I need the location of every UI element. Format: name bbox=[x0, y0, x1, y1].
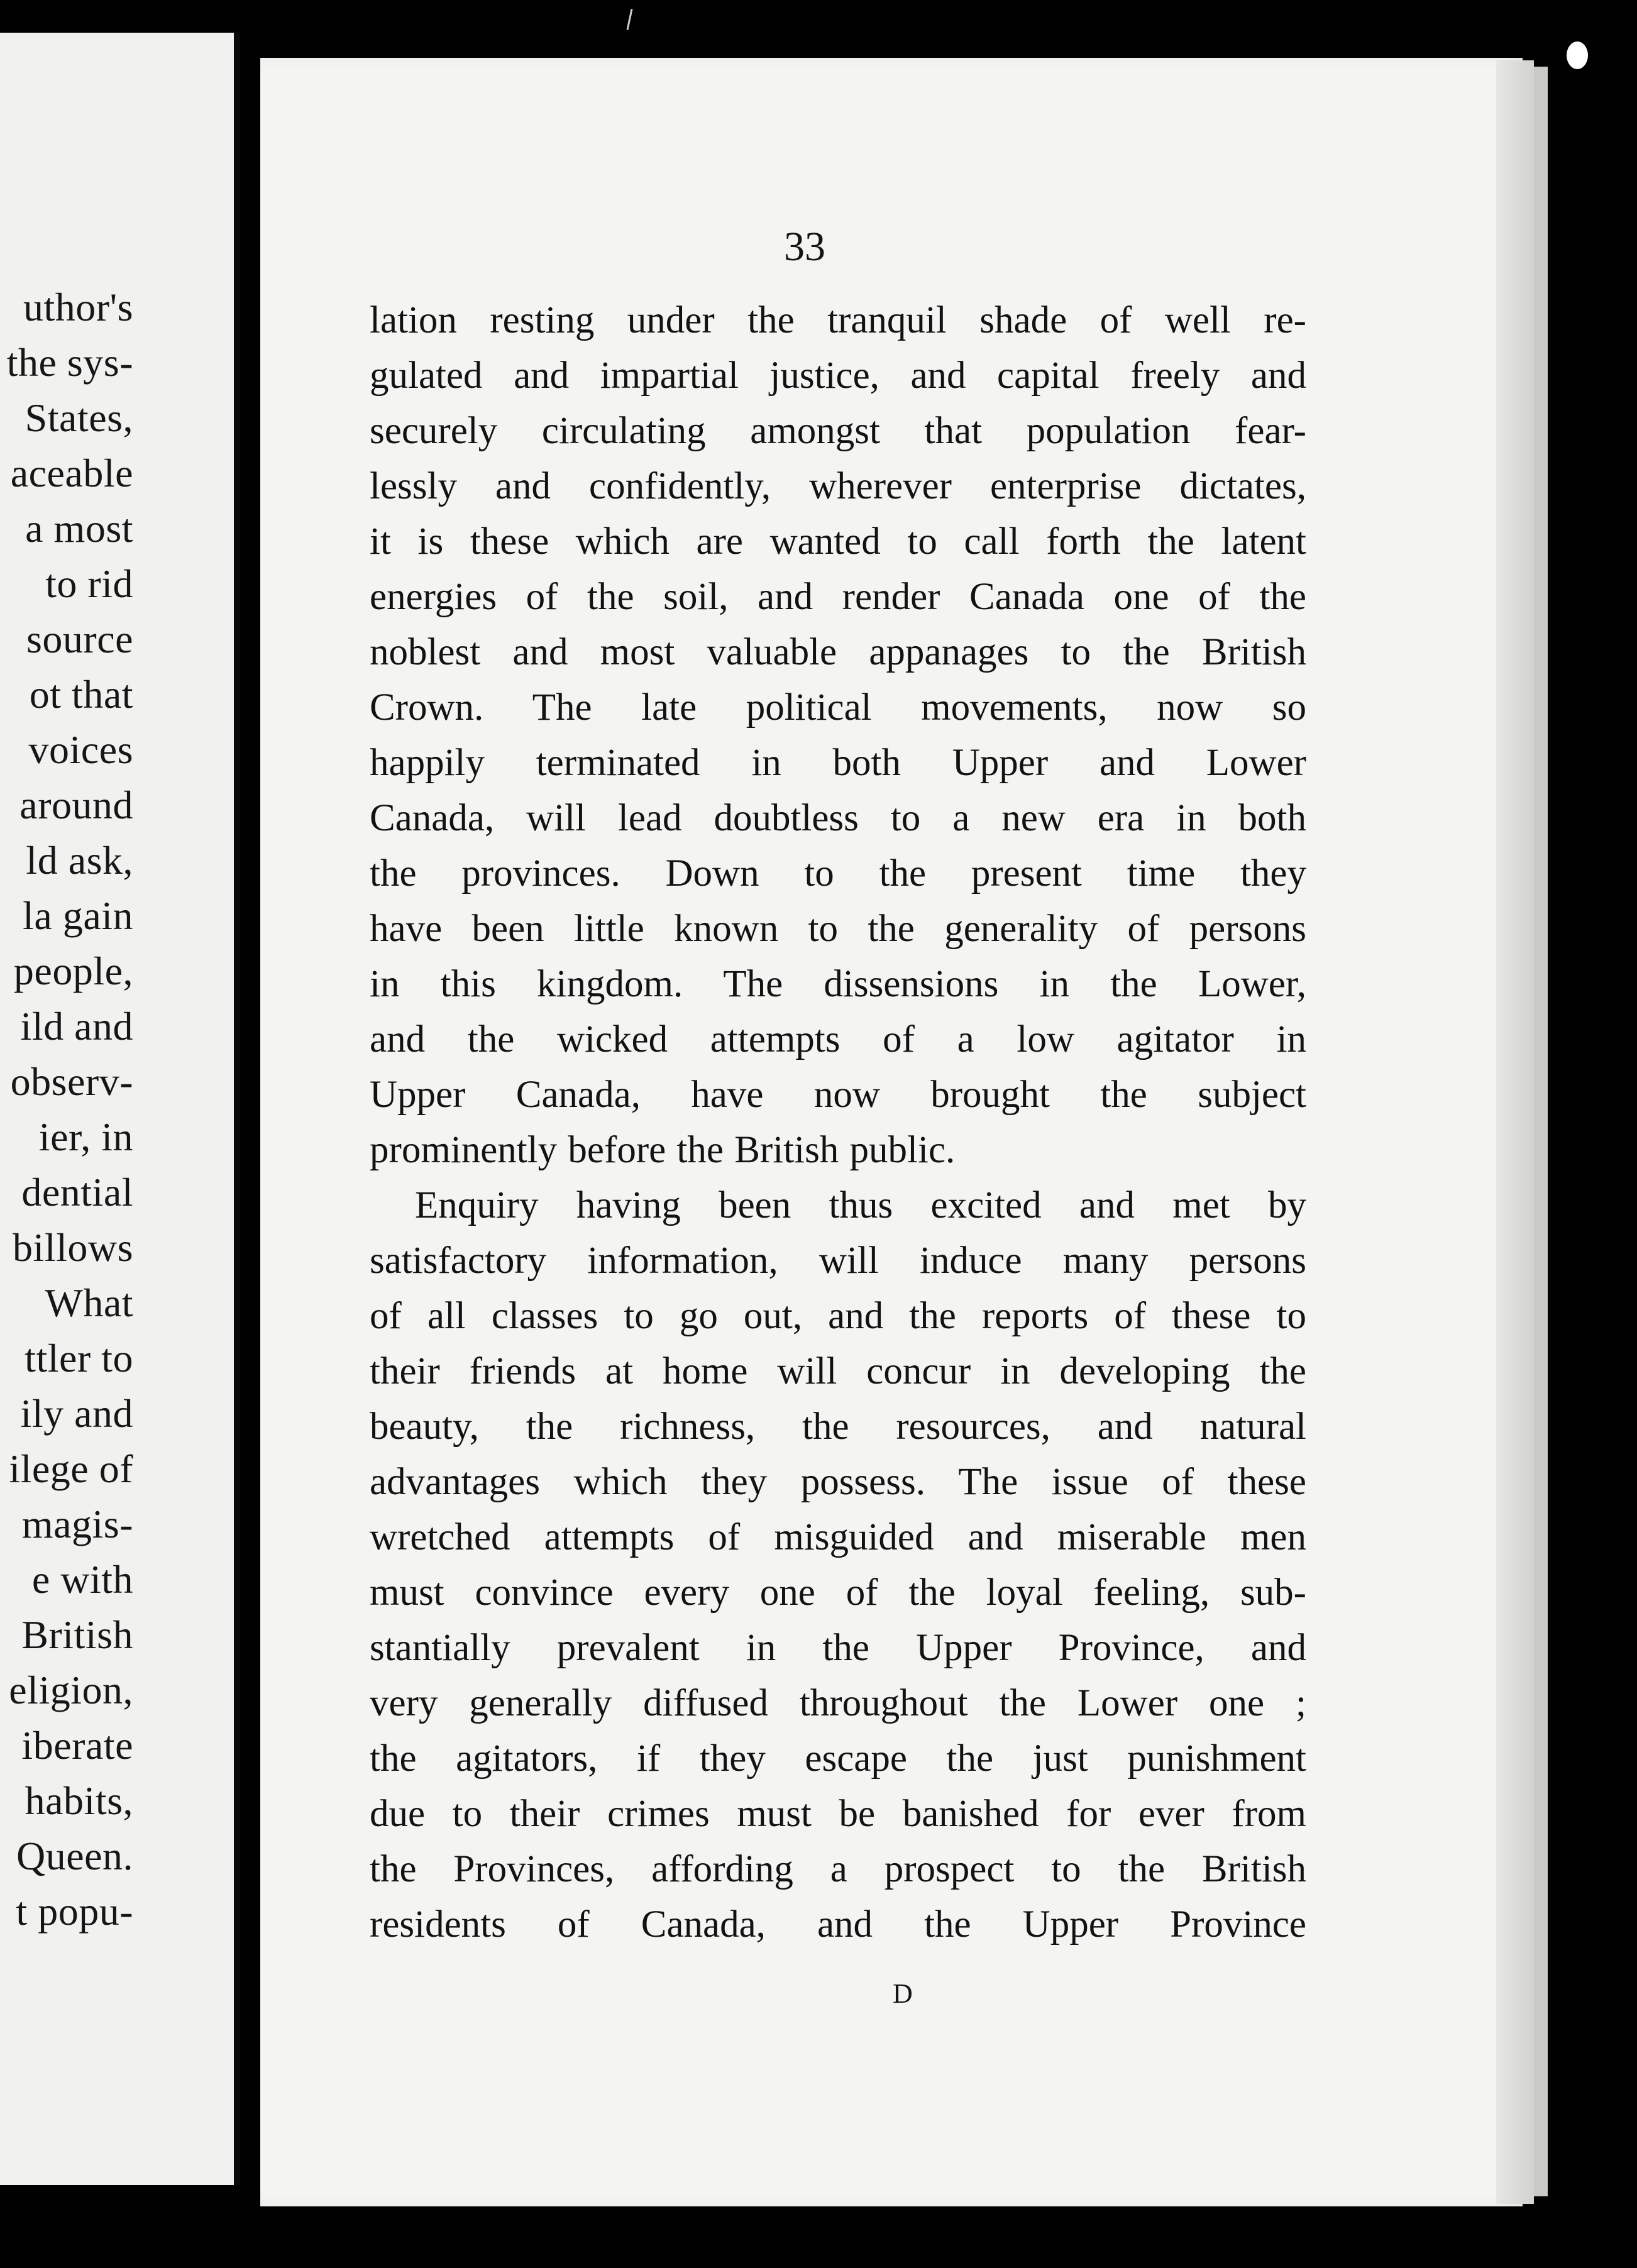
text-line: wretched attempts of misguided and miserable men bbox=[370, 1516, 1306, 1558]
facing-page-line: ilege of bbox=[9, 1446, 133, 1491]
facing-page-line: ily and bbox=[20, 1391, 133, 1436]
facing-page-line: voices bbox=[28, 727, 133, 772]
text-line: Canada, will lead doubtless to a new era in both bbox=[370, 797, 1306, 839]
facing-page-line: ot that bbox=[29, 672, 133, 717]
facing-page-line: ier, in bbox=[38, 1115, 133, 1159]
facing-page-line: the sys- bbox=[6, 340, 133, 385]
text-line: satisfactory information, will induce many persons bbox=[370, 1240, 1306, 1282]
text-line: happily terminated in both Upper and Lower bbox=[370, 742, 1306, 784]
facing-page-line: t popu- bbox=[16, 1889, 133, 1934]
page-number: 33 bbox=[784, 224, 825, 270]
facing-page-line: ld ask, bbox=[26, 838, 133, 883]
text-line: noblest and most valuable appanages to the British bbox=[370, 631, 1306, 673]
facing-page-line: billows bbox=[13, 1225, 133, 1270]
facing-page-line: habits, bbox=[25, 1778, 133, 1823]
facing-page-line: uthor's bbox=[23, 285, 133, 329]
signature-mark: D bbox=[893, 1978, 913, 2009]
text-line: energies of the soil, and render Canada one of the bbox=[370, 576, 1306, 618]
facing-page-line: ild and bbox=[20, 1004, 133, 1049]
facing-page-line: British bbox=[21, 1612, 133, 1657]
facing-page-line: Queen. bbox=[16, 1834, 133, 1878]
text-line: prominently before the British public. bbox=[370, 1129, 956, 1171]
facing-page-line: source bbox=[26, 617, 133, 661]
text-line: the agitators, if they escape the just punishment bbox=[370, 1737, 1306, 1780]
text-line: of all classes to go out, and the reports of these to bbox=[370, 1295, 1306, 1337]
text-line: the Provinces, affording a prospect to the British bbox=[370, 1848, 1306, 1890]
text-line: due to their crimes must be banished for ever from bbox=[370, 1793, 1306, 1835]
facing-page-line: eligion, bbox=[9, 1668, 133, 1712]
text-line: Crown. The late political movements, now so bbox=[370, 686, 1306, 729]
facing-page-line: a most bbox=[25, 506, 133, 551]
page-edge bbox=[1534, 67, 1548, 2196]
facing-page-line: la gain bbox=[23, 893, 133, 938]
text-line: it is these which are wanted to call forth the latent bbox=[370, 520, 1306, 563]
text-line: gulated and impartial justice, and capital freely and bbox=[370, 355, 1306, 397]
facing-page-line: people, bbox=[13, 949, 133, 993]
text-line: securely circulating amongst that population fear- bbox=[370, 410, 1306, 452]
text-line: their friends at home will concur in developing the bbox=[370, 1350, 1306, 1392]
text-line: advantages which they possess. The issue of these bbox=[370, 1461, 1306, 1503]
facing-page-line: to rid bbox=[45, 561, 133, 606]
text-line: residents of Canada, and the Upper Province bbox=[370, 1903, 1306, 1946]
text-line: Enquiry having been thus excited and met by bbox=[415, 1184, 1306, 1226]
text-line: in this kingdom. The dissensions in the Lower, bbox=[370, 963, 1306, 1005]
scan-artifact-mark bbox=[626, 9, 632, 30]
facing-page-line: around bbox=[19, 783, 133, 827]
facing-page-line: dential bbox=[21, 1170, 133, 1214]
facing-page-line: ttler to bbox=[25, 1336, 133, 1380]
text-line: have been little known to the generality of persons bbox=[370, 908, 1306, 950]
text-line: must convince every one of the loyal feeling, sub- bbox=[370, 1572, 1306, 1614]
facing-page-line: e with bbox=[31, 1557, 133, 1602]
text-line: beauty, the richness, the resources, and natural bbox=[370, 1406, 1306, 1448]
text-line: Upper Canada, have now brought the subject bbox=[370, 1074, 1306, 1116]
facing-page-line: States, bbox=[25, 395, 133, 440]
text-line: the provinces. Down to the present time they bbox=[370, 852, 1306, 895]
facing-page-line: magis- bbox=[21, 1502, 133, 1546]
page-body-text bbox=[370, 293, 1306, 1952]
scan-spot bbox=[1567, 41, 1588, 69]
facing-page bbox=[0, 33, 240, 2185]
text-line: and the wicked attempts of a low agitator in bbox=[370, 1018, 1306, 1060]
text-line: stantially prevalent in the Upper Province, and bbox=[370, 1627, 1306, 1669]
text-line: lessly and confidently, wherever enterprise dictates, bbox=[370, 465, 1306, 507]
text-line: very generally diffused throughout the Lower one ; bbox=[370, 1682, 1306, 1724]
facing-page-line: What bbox=[45, 1280, 133, 1325]
page-edge bbox=[1496, 60, 1534, 2204]
facing-page-line: aceable bbox=[10, 451, 133, 495]
text-line: lation resting under the tranquil shade of well re- bbox=[370, 299, 1306, 341]
facing-page-line: iberate bbox=[21, 1723, 133, 1768]
facing-page-line: observ- bbox=[10, 1059, 133, 1104]
